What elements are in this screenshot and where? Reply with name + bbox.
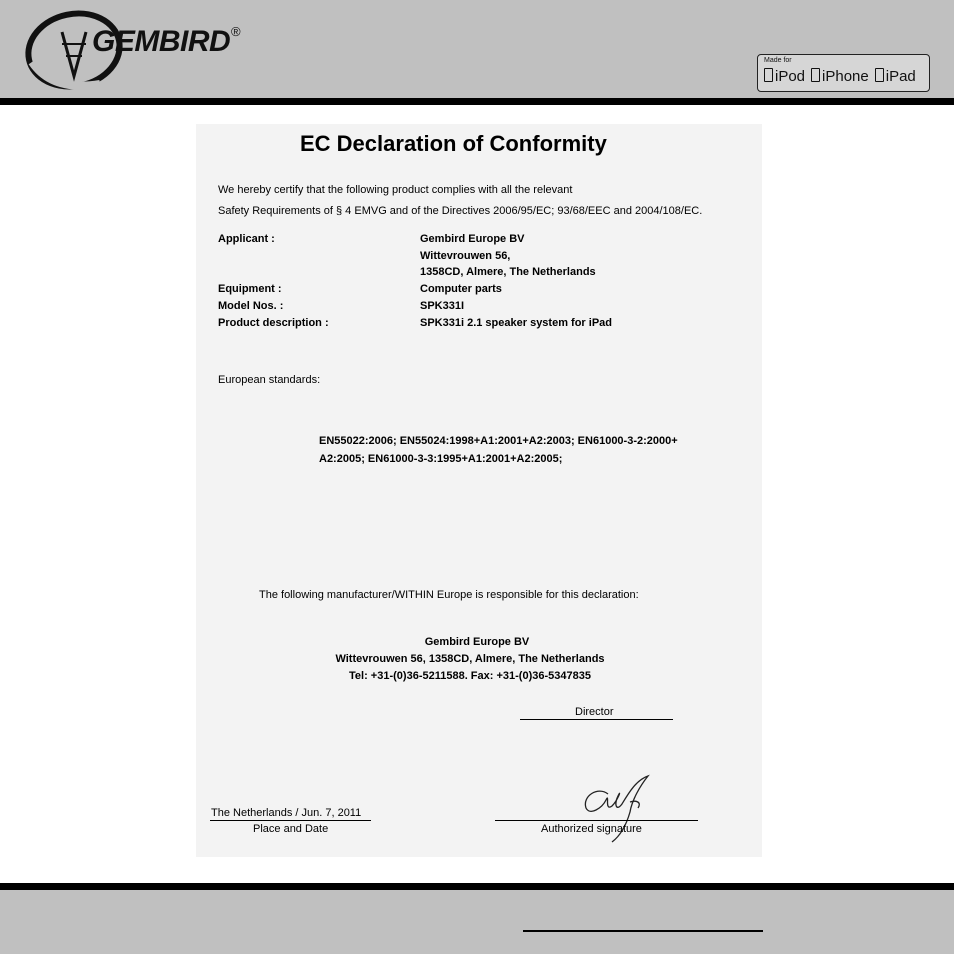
standards-line-2: A2:2005; EN61000-3-3:1995+A1:2001+A2:2005; xyxy=(319,453,563,465)
signature-label: Authorized signature xyxy=(541,823,642,835)
device-ipod: iPod xyxy=(775,68,806,85)
model-label: Model Nos. : xyxy=(218,300,284,312)
intro-line-1: We hereby certify that the following product complies with all the relevant xyxy=(218,184,573,196)
applicant-city: 1358CD, Almere, The Netherlands xyxy=(420,266,596,278)
place-date-value: The Netherlands / Jun. 7, 2011 xyxy=(211,807,362,819)
registered-mark: ® xyxy=(231,24,241,39)
product-label: Product description : xyxy=(218,317,329,329)
header-bar xyxy=(0,0,954,105)
director-line xyxy=(520,719,673,720)
applicant-name: Gembird Europe BV xyxy=(420,233,525,245)
brand-name: GEMBIRD xyxy=(92,25,231,58)
product-value: SPK331i 2.1 speaker system for iPad xyxy=(420,317,612,329)
manufacturer-address: Wittevrouwen 56, 1358CD, Almere, The Netherlands xyxy=(335,653,605,665)
manufacturer-contact: Tel: +31-(0)36-5211588. Fax: +31-(0)36-5347835 xyxy=(349,670,591,682)
manufacturer-name: Gembird Europe BV xyxy=(424,636,530,648)
applicant-label: Applicant : xyxy=(218,233,275,245)
footer-underline xyxy=(523,930,763,932)
place-date-line xyxy=(210,820,371,821)
made-for-badge xyxy=(757,54,930,92)
made-for-caption: Made for xyxy=(764,57,792,64)
director-label: Director xyxy=(575,706,614,718)
place-date-label: Place and Date xyxy=(253,823,329,835)
ipod-icon xyxy=(764,68,773,82)
device-ipad: iPad xyxy=(885,68,916,85)
intro-line-2: Safety Requirements of § 4 EMVG and of the Directives 2006/95/EC; 93/68/EEC and 2004/108/EC. xyxy=(218,205,703,217)
iphone-icon xyxy=(811,68,820,82)
standards-line-1: EN55022:2006; EN55024:1998+A1:2001+A2:2003; EN61000-3-2:2000+ xyxy=(319,435,678,447)
signature-line xyxy=(495,820,698,821)
ipad-icon xyxy=(875,68,884,82)
standards-label: European standards: xyxy=(218,374,321,386)
equipment-value: Computer parts xyxy=(420,283,502,295)
equipment-label: Equipment : xyxy=(218,283,282,295)
document-title: EC Declaration of Conformity xyxy=(300,131,607,156)
footer-bar xyxy=(0,883,954,954)
model-value: SPK331I xyxy=(420,300,465,312)
applicant-street: Wittevrouwen 56, xyxy=(420,250,511,262)
responsible-text: The following manufacturer/WITHIN Europe is responsible for this declaration: xyxy=(259,589,639,601)
made-for-devices xyxy=(764,68,916,85)
device-iphone: iPhone xyxy=(822,68,869,85)
